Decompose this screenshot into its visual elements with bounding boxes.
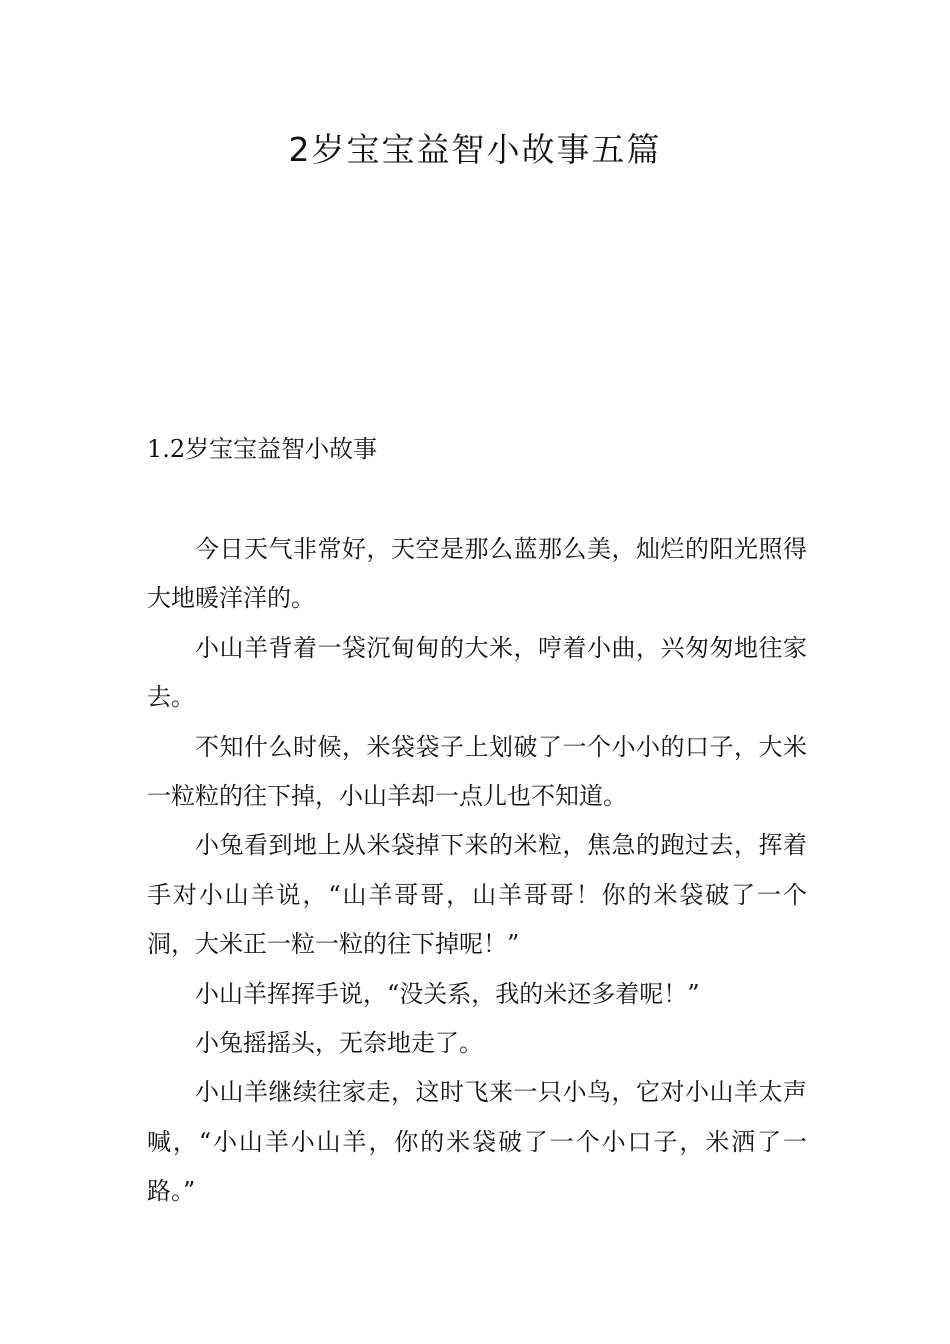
story-paragraph-7: 小山羊继续往家走，这时飞来一只小鸟，它对小山羊太声喊，“小山羊小山羊，你的米袋破了一个小口子，米洒了一路。” [147,1078,807,1206]
document-title: 2岁宝宝益智小故事五篇 [288,130,662,169]
story-paragraph-1: 今日天气非常好，天空是那么蓝那么美，灿烂的阳光照得大地暖洋洋的。 [147,535,807,613]
section-heading: 1.2岁宝宝益智小故事 [147,435,378,463]
story-paragraph-5: 小山羊挥挥手说，“没关系，我的米还多着呢！” [195,979,700,1008]
story-paragraph-4: 小兔看到地上从米袋掉下来的米粒，焦急的跑过去，挥着手对小山羊说，“山羊哥哥，山羊哥哥！你的米袋破了一个洞，大米正一粒一粒的往下掉呢！” [147,831,807,959]
story-paragraph-2: 小山羊背着一袋沉甸甸的大米，哼着小曲，兴匆匆地往家去。 [147,633,807,712]
story-paragraph-6: 小兔摇摇头，无奈地走了。 [195,1029,483,1058]
story-paragraph-3: 不知什么时候，米袋袋子上划破了一个小小的口子，大米一粒粒的往下掉，小山羊却一点儿也不知道。 [147,732,807,811]
story-body [147,525,807,1217]
